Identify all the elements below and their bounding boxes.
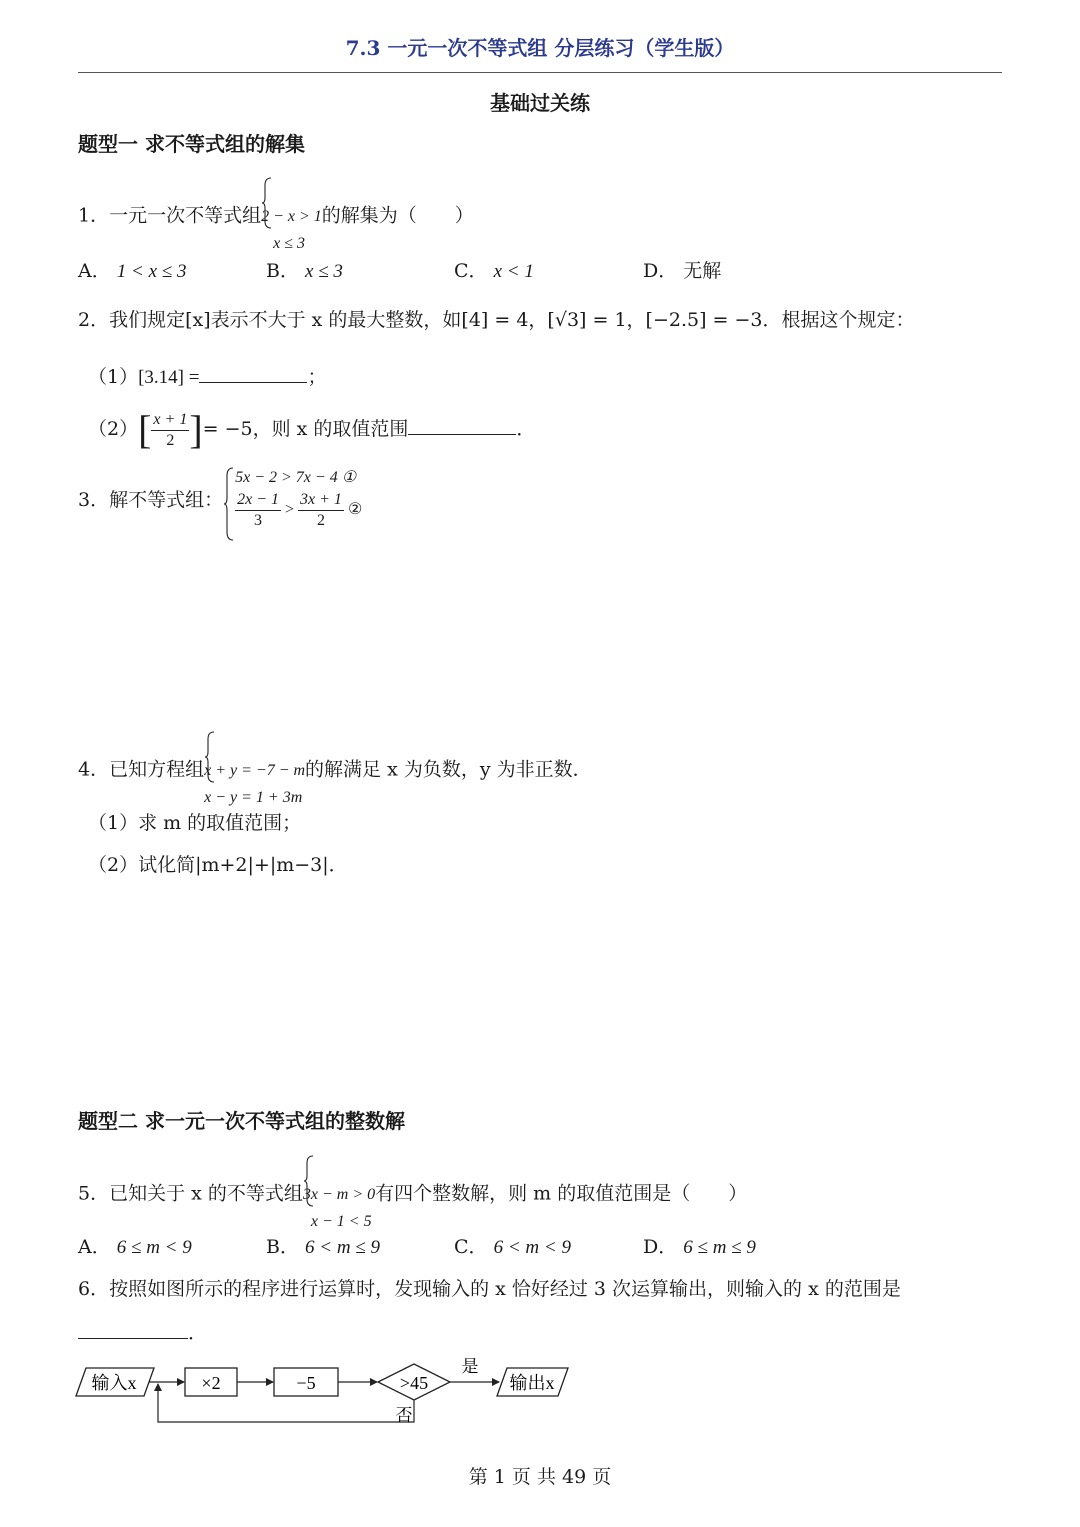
question-6: 6．按照如图所示的程序进行运算时，发现输入的 x 恰好经过 3 次运算输出，则输入的 x 的范围是 — [78, 1278, 901, 1300]
option-text: x < 1 — [493, 261, 534, 282]
circled-mark: ② — [347, 501, 363, 519]
flow-step2-label: −5 — [296, 1373, 316, 1393]
question-5-prefix: 5．已知关于 x 的不等式组 — [78, 1182, 303, 1205]
option-a[interactable] — [78, 1232, 192, 1259]
question-4-part-2: （2）试化简|m+2|+|m−3|． — [88, 854, 348, 876]
system-line: x ≤ 3 — [273, 235, 305, 252]
option-d[interactable] — [643, 256, 721, 283]
option-letter: D． — [643, 260, 678, 282]
question-2-part-1 — [88, 362, 326, 389]
option-b[interactable] — [266, 1232, 380, 1259]
fraction — [151, 410, 189, 451]
system-line: 5x − 2 > 7x − 4 ① — [235, 469, 357, 486]
system-line: 3x − m > 0 — [302, 1186, 376, 1203]
section-heading: 基础过关练 — [490, 91, 590, 115]
question-3 — [78, 466, 362, 531]
system-line: x + y = −7 − m — [204, 762, 306, 779]
question-1-prefix: 1．一元一次不等式组 — [78, 204, 262, 227]
part-label: （2） — [88, 418, 139, 440]
fraction-numerator: 3x + 1 — [298, 490, 344, 511]
type-heading-1: 题型一 求不等式组的解集 — [78, 132, 305, 156]
option-b[interactable] — [266, 256, 343, 283]
flow-input-label: 输入x — [91, 1373, 137, 1393]
question-2: 2．我们规定[x]表示不大于 x 的最大整数，如[4] = 4，[√3] = 1，[−2.5] = −3．根据这个规定： — [78, 309, 915, 331]
option-c[interactable] — [454, 256, 534, 283]
comparison-operator: > — [285, 501, 295, 519]
document-title: 7.3 一元一次不等式组 分层练习（学生版） — [345, 36, 735, 60]
fraction-numerator: 2x − 1 — [235, 490, 281, 511]
brace-icon — [223, 466, 235, 542]
question-4 — [78, 730, 592, 811]
option-letter: A． — [78, 260, 111, 282]
fraction-numerator: x + 1 — [151, 410, 189, 431]
brace-icon — [261, 176, 273, 230]
fraction — [298, 490, 344, 531]
flow-output-label: 输出x — [509, 1373, 555, 1393]
brace-icon — [204, 730, 216, 784]
flow-step1-label: ×2 — [201, 1373, 221, 1393]
option-text: 6 < m < 9 — [493, 1237, 571, 1258]
option-text: 6 ≤ m ≤ 9 — [683, 1237, 756, 1258]
option-text: x ≤ 3 — [305, 261, 343, 282]
option-letter: C． — [454, 1236, 488, 1258]
system-line — [235, 490, 362, 531]
answer-blank[interactable] — [408, 434, 516, 435]
fraction-denominator: 3 — [254, 512, 263, 529]
question-5 — [78, 1154, 747, 1235]
fraction-denominator: 2 — [316, 512, 325, 529]
option-letter: B． — [266, 1236, 299, 1258]
question-3-prefix: 3．解不等式组： — [78, 489, 224, 511]
option-text: 6 < m ≤ 9 — [305, 1237, 380, 1258]
question-1-suffix: 的解集为（ ） — [321, 204, 474, 227]
option-letter: A． — [78, 1236, 111, 1258]
program-flowchart — [74, 1358, 574, 1428]
part-end: ． — [516, 418, 536, 440]
flow-condition-label: >45 — [399, 1373, 429, 1393]
inequality-system-5 — [303, 1154, 375, 1235]
fraction-denominator: 2 — [166, 431, 175, 449]
part-label: （1） — [88, 366, 139, 388]
part-rest: = −5，则 x 的取值范围 — [202, 418, 409, 440]
question-6-end: ． — [188, 1322, 208, 1344]
system-line: 2 − x > 1 — [261, 208, 322, 225]
option-text: 6 ≤ m < 9 — [116, 1237, 192, 1258]
question-6-answer — [78, 1318, 207, 1345]
inequality-system-3 — [223, 466, 362, 531]
inequality-system-1 — [261, 176, 322, 257]
option-letter: B． — [266, 260, 299, 282]
fraction — [235, 490, 281, 531]
question-4-suffix: 的解满足 x 为负数，y 为非正数． — [305, 758, 592, 781]
flow-no-label: 否 — [395, 1406, 413, 1425]
question-4-prefix: 4．已知方程组 — [78, 758, 205, 781]
question-2-part-2 — [88, 408, 535, 452]
type-heading-2: 题型二 求一元一次不等式组的整数解 — [78, 1109, 405, 1133]
option-letter: C． — [454, 260, 488, 282]
option-text: 无解 — [683, 260, 722, 282]
answer-blank[interactable] — [199, 382, 307, 383]
flow-yes-label: 是 — [461, 1358, 479, 1376]
right-bracket: ] — [189, 407, 203, 452]
part-end: ； — [307, 366, 327, 388]
option-a[interactable] — [78, 256, 186, 283]
floor-expression: [3.14] = — [138, 367, 200, 388]
system-line: x − 1 < 5 — [310, 1213, 372, 1230]
question-1 — [78, 176, 474, 257]
equation-system-4 — [204, 730, 305, 811]
option-c[interactable] — [454, 1232, 571, 1259]
left-bracket: [ — [138, 407, 152, 452]
brace-icon — [303, 1154, 315, 1208]
question-4-part-1: （1）求 m 的取值范围； — [88, 812, 302, 834]
question-5-suffix: 有四个整数解，则 m 的取值范围是（ ） — [375, 1182, 748, 1205]
system-line: x − y = 1 + 3m — [204, 789, 303, 806]
page-footer: 第 1 页 共 49 页 — [468, 1466, 612, 1488]
header-divider — [78, 72, 1002, 73]
answer-blank[interactable] — [78, 1338, 188, 1339]
option-d[interactable] — [643, 1232, 756, 1259]
option-text: 1 < x ≤ 3 — [116, 261, 187, 282]
option-letter: D． — [643, 1236, 678, 1258]
